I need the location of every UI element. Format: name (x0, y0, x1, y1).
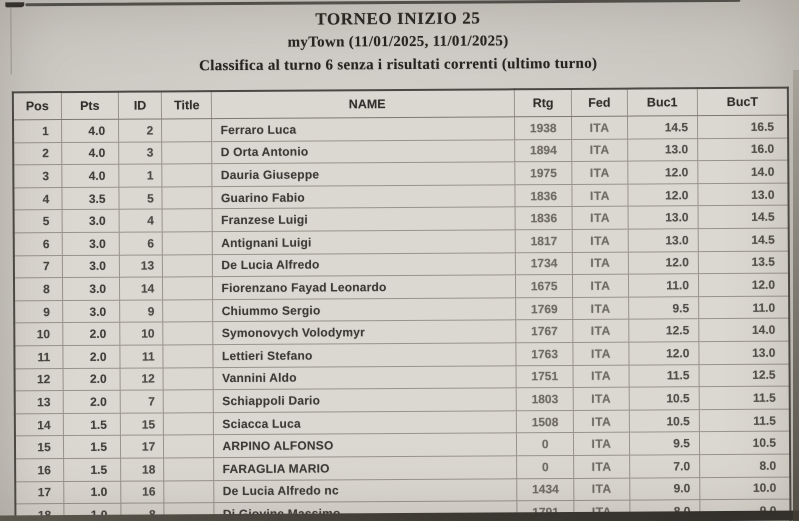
cell-pos: 13 (15, 391, 63, 414)
cell-pos: 17 (15, 481, 63, 504)
column-header-title: Title (162, 91, 212, 119)
cell-title (163, 299, 213, 322)
cell-id: 18 (121, 458, 164, 481)
cell-buct: 14.0 (699, 318, 790, 341)
cell-buct: 13.0 (699, 341, 790, 364)
cell-pts: 2.0 (63, 368, 120, 391)
cell-pts: 3.0 (62, 277, 119, 300)
cell-buc1: 9.0 (629, 477, 699, 500)
cell-fed: ITA (574, 455, 629, 478)
cell-title (163, 390, 213, 413)
cell-title (163, 277, 213, 300)
column-header-id: ID (118, 91, 161, 119)
cell-buct: 16.5 (697, 115, 788, 138)
cell-buct: 13.5 (698, 251, 789, 274)
cell-fed: ITA (572, 206, 627, 229)
cell-pts: 1.5 (63, 436, 120, 459)
column-header-pts: Pts (61, 92, 118, 120)
cell-name: Lettieri Stefano (213, 343, 516, 367)
cell-name: Dauria Giuseppe (212, 162, 515, 186)
cell-fed: ITA (574, 432, 629, 455)
cell-id: 2 (119, 119, 162, 142)
cell-pts: 4.0 (61, 142, 118, 165)
cell-buc1: 13.0 (628, 229, 698, 252)
cell-title (164, 435, 214, 458)
cell-fed: ITA (572, 116, 627, 139)
cell-name: Franzese Luigi (213, 207, 516, 231)
cell-title (162, 232, 212, 255)
cell-fed: ITA (572, 139, 627, 162)
cell-fed: ITA (573, 387, 628, 410)
cell-pts: 1.0 (63, 481, 120, 504)
cell-name: FARAGLIA MARIO (214, 456, 517, 480)
cell-pos: 10 (14, 323, 62, 346)
cell-buct: 12.0 (698, 273, 789, 296)
cell-title (163, 322, 213, 345)
cell-rtg: 1767 (516, 320, 573, 343)
tournament-header (0, 0, 798, 79)
tournament-venue-dates: myTown (11/01/2025, 11/01/2025) (287, 33, 509, 51)
cell-rtg: 1751 (516, 365, 573, 388)
cell-buc1: 9.5 (628, 296, 698, 319)
cell-id: 16 (121, 480, 164, 503)
cell-rtg: 1938 (515, 116, 572, 139)
cell-pos: 6 (14, 233, 62, 256)
cell-pos: 1 (13, 120, 61, 143)
cell-fed: ITA (573, 365, 628, 388)
cell-rtg: 1803 (516, 388, 573, 411)
cell-rtg: 1894 (515, 139, 572, 162)
cell-buc1: 10.5 (629, 387, 699, 410)
cell-pos: 16 (15, 458, 63, 481)
cell-buc1: 9.5 (629, 432, 699, 455)
cell-rtg: 1836 (515, 184, 572, 207)
cell-name: ARPINO ALFONSO (214, 433, 517, 457)
cell-buc1: 7.0 (629, 455, 699, 478)
cell-rtg: 1817 (515, 229, 572, 252)
cell-buct: 10.0 (700, 477, 791, 500)
cell-pts: 2.0 (62, 323, 119, 346)
cell-pts: 1.5 (63, 413, 120, 436)
cell-rtg: 1836 (515, 207, 572, 230)
cell-buct: 13.0 (698, 183, 789, 206)
photo-edge-right (793, 70, 799, 521)
cell-name: Symonovych Volodymyr (213, 320, 516, 344)
column-header-fed: Fed (572, 89, 627, 117)
cell-pos: 11 (14, 345, 62, 368)
cell-name: De Lucia Alfredo nc (214, 478, 517, 502)
cell-fed: ITA (572, 184, 627, 207)
cell-fed: ITA (573, 252, 628, 275)
cell-pos: 14 (15, 413, 63, 436)
cell-buct: 14.0 (698, 160, 789, 183)
cell-buc1: 13.0 (628, 206, 698, 229)
cell-rtg: 1769 (516, 297, 573, 320)
cell-name: Vannini Aldo (214, 365, 517, 389)
cell-id: 5 (119, 187, 162, 210)
cell-pts: 3.0 (62, 300, 119, 323)
cell-fed: ITA (573, 342, 628, 365)
cell-pos: 2 (13, 142, 61, 165)
standings-table (12, 87, 792, 521)
cell-name: Fiorenzano Fayad Leonardo (213, 275, 516, 299)
cell-buc1: 11.5 (629, 364, 699, 387)
cell-pts: 3.5 (62, 187, 119, 210)
cell-title (163, 254, 213, 277)
cell-pts: 4.0 (62, 164, 119, 187)
cell-title (162, 119, 212, 142)
column-header-buc1: Buc1 (627, 88, 698, 116)
cell-pos: 7 (14, 255, 62, 278)
cell-pts: 2.0 (63, 390, 120, 413)
cell-fed: ITA (573, 229, 628, 252)
cell-pts: 3.0 (62, 232, 119, 255)
cell-rtg: 1975 (515, 162, 572, 185)
cell-buct: 8.0 (700, 454, 791, 477)
cell-name: D Orta Antonio (212, 139, 515, 163)
cell-name: Antignani Luigi (213, 230, 516, 254)
tournament-title: TORNEO INIZIO 25 (315, 8, 481, 29)
cell-name: Ferraro Luca (212, 117, 515, 141)
cell-title (164, 458, 214, 481)
cell-id: 14 (119, 277, 162, 300)
cell-title (164, 480, 214, 503)
cell-title (163, 367, 213, 390)
cell-id: 6 (119, 232, 162, 255)
cell-fed: ITA (574, 410, 629, 433)
cell-title (162, 164, 212, 187)
cell-buc1: 13.0 (627, 138, 697, 161)
cell-pos: 4 (13, 187, 61, 210)
cell-buc1: 14.5 (627, 116, 697, 139)
cell-title (164, 412, 214, 435)
cell-buct: 10.5 (699, 431, 790, 454)
photo-edge-top-blob (5, 2, 24, 7)
cell-title (162, 186, 212, 209)
cell-id: 12 (120, 367, 163, 390)
cell-name: Schiappoli Dario (214, 388, 517, 412)
cell-pos: 12 (15, 368, 63, 391)
cell-rtg: 1763 (516, 342, 573, 365)
cell-name: Chiummo Sergio (213, 298, 516, 322)
cell-pts: 3.0 (62, 255, 119, 278)
cell-rtg: 1508 (516, 410, 573, 433)
cell-buct: 14.5 (698, 228, 789, 251)
cell-fed: ITA (574, 478, 629, 501)
standings-caption: Classifica al turno 6 senza i risultati correnti (ultimo turno) (199, 55, 598, 75)
cell-title (162, 141, 212, 164)
cell-id: 10 (120, 322, 163, 345)
cell-buc1: 12.0 (628, 251, 698, 274)
cell-rtg: 1675 (516, 275, 573, 298)
cell-name: Guarino Fabio (212, 185, 515, 209)
cell-buct: 16.0 (698, 138, 789, 161)
cell-fed: ITA (573, 274, 628, 297)
cell-rtg: 1434 (517, 478, 574, 501)
cell-pos: 8 (14, 278, 62, 301)
cell-name: Sciacca Luca (214, 411, 517, 435)
cell-rtg: 1734 (515, 252, 572, 275)
cell-fed: ITA (573, 297, 628, 320)
standings-table-body (13, 115, 790, 521)
cell-buct: 14.5 (698, 206, 789, 229)
column-header-buct: BucT (697, 88, 788, 116)
cell-id: 1 (119, 164, 162, 187)
cell-buc1: 10.5 (629, 409, 699, 432)
column-header-rtg: Rtg (514, 89, 571, 117)
column-header-name: NAME (212, 89, 515, 118)
cell-buct: 11.0 (699, 296, 790, 319)
column-header-pos: Pos (13, 92, 61, 120)
cell-pos: 15 (15, 436, 63, 459)
cell-buc1: 12.5 (628, 319, 698, 342)
cell-fed: ITA (573, 319, 628, 342)
cell-pts: 1.5 (63, 458, 120, 481)
cell-fed: ITA (572, 161, 627, 184)
cell-buc1: 12.0 (628, 183, 698, 206)
cell-buct: 12.5 (699, 364, 790, 387)
cell-buct: 11.5 (699, 386, 790, 409)
cell-pts: 3.0 (62, 210, 119, 233)
cell-pos: 3 (13, 165, 61, 188)
cell-pos: 9 (14, 300, 62, 323)
cell-id: 3 (119, 142, 162, 165)
cell-id: 17 (120, 435, 163, 458)
cell-pts: 2.0 (63, 345, 120, 368)
cell-buc1: 12.0 (627, 161, 697, 184)
cell-pos: 5 (14, 210, 62, 233)
cell-name: De Lucia Alfredo (213, 252, 516, 276)
cell-title (163, 345, 213, 368)
cell-id: 13 (119, 255, 162, 278)
cell-id: 7 (120, 390, 163, 413)
cell-title (162, 209, 212, 232)
cell-buc1: 12.0 (628, 342, 698, 365)
cell-id: 11 (120, 345, 163, 368)
cell-buc1: 11.0 (628, 274, 698, 297)
cell-pts: 4.0 (61, 119, 118, 142)
cell-id: 15 (120, 413, 163, 436)
cell-id: 4 (119, 209, 162, 232)
cell-buct: 11.5 (699, 409, 790, 432)
cell-rtg: 0 (516, 433, 573, 456)
cell-id: 9 (120, 300, 163, 323)
cell-rtg: 0 (517, 455, 574, 478)
